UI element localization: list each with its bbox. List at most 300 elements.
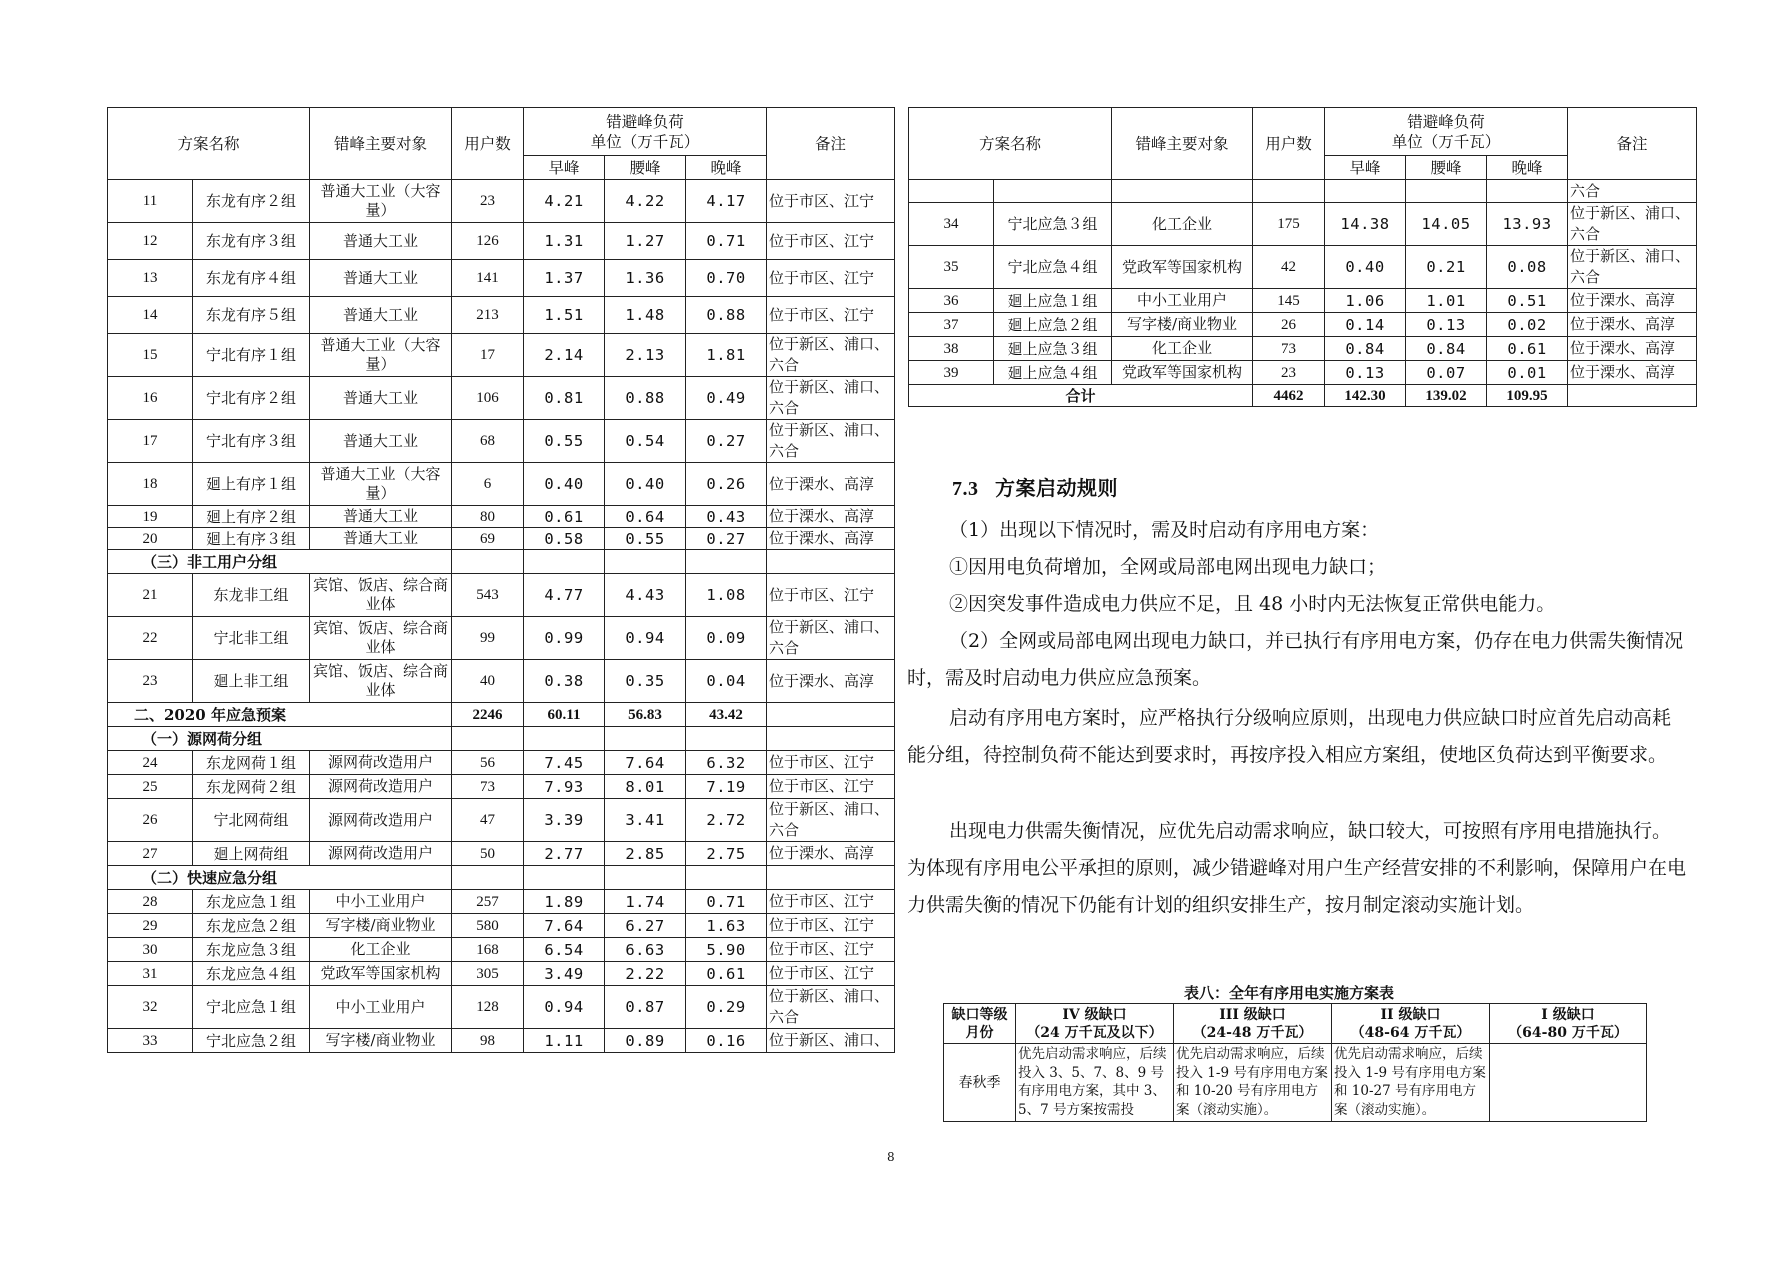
plan-name: 东龙应急３组 bbox=[193, 938, 310, 962]
user-count: 40 bbox=[452, 660, 524, 703]
morning-peak: 1.31 bbox=[524, 223, 605, 260]
morning-peak: 0.14 bbox=[1325, 313, 1406, 337]
evening-peak: 0.61 bbox=[686, 962, 767, 986]
table-row bbox=[108, 775, 895, 799]
plan-name: 廻上非工组 bbox=[193, 660, 310, 703]
waist-peak: 2.85 bbox=[605, 842, 686, 866]
evening-peak: 0.01 bbox=[1487, 361, 1568, 385]
waist-peak: 0.94 bbox=[605, 617, 686, 660]
target-object: 中小工业用户 bbox=[310, 986, 452, 1029]
morning-peak: 7.93 bbox=[524, 775, 605, 799]
user-count: 6 bbox=[452, 463, 524, 506]
remark: 位于市区、江宁 bbox=[767, 751, 895, 775]
plan-name: 东龙有序５组 bbox=[193, 297, 310, 334]
user-count: 23 bbox=[452, 180, 524, 223]
remark: 位于新区、浦口、六合 bbox=[1568, 246, 1697, 289]
waist-peak: 0.13 bbox=[1406, 313, 1487, 337]
morning-peak: 0.81 bbox=[524, 377, 605, 420]
header-load: 错避峰负荷 单位（万千瓦） bbox=[524, 108, 767, 156]
user-count: 305 bbox=[452, 962, 524, 986]
row-number: 20 bbox=[108, 528, 193, 550]
waist-peak: 0.64 bbox=[605, 506, 686, 528]
target-object: 中小工业用户 bbox=[310, 890, 452, 914]
target-object: 普通大工业 bbox=[310, 297, 452, 334]
target-object: 普通大工业 bbox=[310, 223, 452, 260]
remark: 位于新区、浦口、六合 bbox=[767, 799, 895, 842]
row-number: 29 bbox=[108, 914, 193, 938]
morning-peak: 6.54 bbox=[524, 938, 605, 962]
plan-name: 宁北应急１组 bbox=[193, 986, 310, 1029]
user-count: 17 bbox=[452, 334, 524, 377]
plan-name: 宁北网荷组 bbox=[193, 799, 310, 842]
left-rows-c bbox=[108, 751, 895, 866]
waist-peak: 0.84 bbox=[1406, 337, 1487, 361]
row-number: 31 bbox=[108, 962, 193, 986]
user-count: 145 bbox=[1253, 289, 1325, 313]
remark: 位于新区、浦口、六合 bbox=[767, 420, 895, 463]
paragraph: 启动有序用电方案时，应严格执行分级响应原则，出现电力供应缺口时应首先启动高耗能分组，待控制负荷不能达到要求时，再按序投入相应方案组，使地区负荷达到平衡要求。 bbox=[907, 707, 1672, 766]
header-evening: 晚峰 bbox=[1487, 156, 1568, 180]
user-count: 26 bbox=[1253, 313, 1325, 337]
row-number: 33 bbox=[108, 1029, 193, 1053]
row-number: 21 bbox=[108, 574, 193, 617]
table-row bbox=[108, 751, 895, 775]
row-number: 19 bbox=[108, 506, 193, 528]
row-number: 16 bbox=[108, 377, 193, 420]
row-number: 37 bbox=[909, 313, 994, 337]
user-count: 68 bbox=[452, 420, 524, 463]
table-row bbox=[108, 660, 895, 703]
evening-peak: 0.71 bbox=[686, 223, 767, 260]
header-plan-name: 方案名称 bbox=[108, 108, 310, 180]
waist-peak: 0.54 bbox=[605, 420, 686, 463]
evening-peak: 0.08 bbox=[1487, 246, 1568, 289]
section-title: 方案启动规则 bbox=[995, 478, 1118, 500]
plan-name: 东龙应急１组 bbox=[193, 890, 310, 914]
section-heading bbox=[952, 472, 1118, 501]
plan-name: 廻上有序３组 bbox=[193, 528, 310, 550]
remark: 位于市区、江宁 bbox=[767, 297, 895, 334]
group-heading: （二）快速应急分组 bbox=[108, 866, 452, 890]
table-row bbox=[909, 337, 1697, 361]
row-number: 32 bbox=[108, 986, 193, 1029]
user-count: 80 bbox=[452, 506, 524, 528]
morning-peak: 7.45 bbox=[524, 751, 605, 775]
target-object: 宾馆、饭店、综合商业体 bbox=[310, 660, 452, 703]
morning-peak: 4.77 bbox=[524, 574, 605, 617]
remark: 位于市区、江宁 bbox=[767, 775, 895, 799]
morning-peak: 2.77 bbox=[524, 842, 605, 866]
remark: 位于溧水、高淳 bbox=[767, 506, 895, 528]
evening-peak: 0.02 bbox=[1487, 313, 1568, 337]
row-number: 25 bbox=[108, 775, 193, 799]
plan-cell: 优先启动需求响应，后续投入 1-9 号有序用电方案和 10-27 号有序用电方案（滚动实施）。 bbox=[1332, 1044, 1490, 1122]
header-users: 用户数 bbox=[1253, 108, 1325, 180]
paragraph: ②因突发事件造成电力供应不足，且 48 小时内无法恢复正常供电能力。 bbox=[949, 593, 1556, 615]
group-heading: （三）非工用户分组 bbox=[108, 550, 452, 574]
evening-peak: 0.88 bbox=[686, 297, 767, 334]
morning-peak: 0.55 bbox=[524, 420, 605, 463]
waist-peak: 3.41 bbox=[605, 799, 686, 842]
evening-peak: 0.61 bbox=[1487, 337, 1568, 361]
evening-peak: 2.75 bbox=[686, 842, 767, 866]
target-object: 写字楼/商业物业 bbox=[310, 914, 452, 938]
remark: 位于溧水、高淳 bbox=[767, 463, 895, 506]
plan-name: 宁北有序１组 bbox=[193, 334, 310, 377]
target-object: 普通大工业 bbox=[310, 260, 452, 297]
waist-peak: 0.21 bbox=[1406, 246, 1487, 289]
target-object: 党政军等国家机构 bbox=[1112, 246, 1253, 289]
table-row bbox=[108, 799, 895, 842]
morning-peak: 0.38 bbox=[524, 660, 605, 703]
table-row bbox=[108, 377, 895, 420]
remark: 位于新区、浦口、六合 bbox=[767, 617, 895, 660]
emergency-total-evening: 43.42 bbox=[686, 703, 767, 727]
user-count: 99 bbox=[452, 617, 524, 660]
evening-peak: 4.17 bbox=[686, 180, 767, 223]
emergency-total-label: 二、2020 年应急预案 bbox=[108, 703, 452, 727]
table-row bbox=[108, 334, 895, 377]
target-object: 普通大工业（大容量） bbox=[310, 334, 452, 377]
plan-cell: 优先启动需求响应，后续投入 3、5、7、8、9 号有序用电方案，其中 3、5、7 号方案按需投 bbox=[1016, 1044, 1174, 1122]
table-row bbox=[108, 463, 895, 506]
row-number: 18 bbox=[108, 463, 193, 506]
left-rows-d bbox=[108, 890, 895, 1053]
row-number: 27 bbox=[108, 842, 193, 866]
waist-peak: 0.89 bbox=[605, 1029, 686, 1053]
row-number: 35 bbox=[909, 246, 994, 289]
evening-peak: 1.63 bbox=[686, 914, 767, 938]
remark: 位于新区、浦口、 bbox=[767, 1029, 895, 1053]
target-object: 源网荷改造用户 bbox=[310, 751, 452, 775]
row-number: 23 bbox=[108, 660, 193, 703]
target-object: 普通大工业（大容量） bbox=[310, 180, 452, 223]
remark: 位于市区、江宁 bbox=[767, 938, 895, 962]
paragraph: （2）全网或局部电网出现电力缺口，并已执行有序用电方案，仍存在电力供需失衡情况时，需及时启动电力供应应急预案。 bbox=[907, 630, 1684, 689]
waist-peak: 14.05 bbox=[1406, 203, 1487, 246]
user-count: 168 bbox=[452, 938, 524, 962]
morning-peak: 2.14 bbox=[524, 334, 605, 377]
plan-name: 东龙应急４组 bbox=[193, 962, 310, 986]
morning-peak: 0.61 bbox=[524, 506, 605, 528]
morning-peak: 1.37 bbox=[524, 260, 605, 297]
plan-name: 东龙网荷２组 bbox=[193, 775, 310, 799]
remark: 位于溧水、高淳 bbox=[1568, 313, 1697, 337]
plan-name: 宁北有序３组 bbox=[193, 420, 310, 463]
plan-name: 廻上应急１组 bbox=[994, 289, 1112, 313]
section-number: 7.3 bbox=[952, 478, 979, 500]
plan-name: 宁北应急４组 bbox=[994, 246, 1112, 289]
emergency-total-users: 2246 bbox=[452, 703, 524, 727]
waist-peak: 0.40 bbox=[605, 463, 686, 506]
row-number: 15 bbox=[108, 334, 193, 377]
table-row bbox=[909, 289, 1697, 313]
plan-name: 东龙网荷１组 bbox=[193, 751, 310, 775]
plan-name: 宁北应急２组 bbox=[193, 1029, 310, 1053]
header-plan-name: 方案名称 bbox=[909, 108, 1112, 180]
remark: 位于溧水、高淳 bbox=[1568, 337, 1697, 361]
target-object: 宾馆、饭店、综合商业体 bbox=[310, 574, 452, 617]
user-count: 106 bbox=[452, 377, 524, 420]
target-object: 化工企业 bbox=[1112, 337, 1253, 361]
target-object: 中小工业用户 bbox=[1112, 289, 1253, 313]
evening-peak: 0.51 bbox=[1487, 289, 1568, 313]
target-object: 源网荷改造用户 bbox=[310, 775, 452, 799]
plan-cell: 优先启动需求响应，后续投入 1-9 号有序用电方案和 10-20 号有序用电方案（滚动实施）。 bbox=[1174, 1044, 1332, 1122]
plan-name: 廻上应急４组 bbox=[994, 361, 1112, 385]
user-count: 126 bbox=[452, 223, 524, 260]
emergency-total-morning: 60.11 bbox=[524, 703, 605, 727]
table-row bbox=[909, 203, 1697, 246]
evening-peak: 2.72 bbox=[686, 799, 767, 842]
morning-peak: 0.84 bbox=[1325, 337, 1406, 361]
user-count: 23 bbox=[1253, 361, 1325, 385]
remark: 位于溧水、高淳 bbox=[767, 842, 895, 866]
plan-name: 廻上有序２组 bbox=[193, 506, 310, 528]
user-count: 47 bbox=[452, 799, 524, 842]
row-number: 30 bbox=[108, 938, 193, 962]
morning-peak: 0.40 bbox=[1325, 246, 1406, 289]
left-rows-b bbox=[108, 574, 895, 703]
row-number: 24 bbox=[108, 751, 193, 775]
evening-peak: 0.16 bbox=[686, 1029, 767, 1053]
evening-peak: 5.90 bbox=[686, 938, 767, 962]
evening-peak: 13.93 bbox=[1487, 203, 1568, 246]
plan-name: 东龙应急２组 bbox=[193, 914, 310, 938]
header-remark: 备注 bbox=[767, 108, 895, 180]
table-row bbox=[108, 962, 895, 986]
user-count: 73 bbox=[452, 775, 524, 799]
waist-peak: 0.87 bbox=[605, 986, 686, 1029]
evening-peak: 1.81 bbox=[686, 334, 767, 377]
plan-name: 东龙有序４组 bbox=[193, 260, 310, 297]
user-count: 73 bbox=[1253, 337, 1325, 361]
evening-peak: 0.09 bbox=[686, 617, 767, 660]
waist-peak: 6.27 bbox=[605, 914, 686, 938]
header-evening: 晚峰 bbox=[686, 156, 767, 180]
remark: 位于溧水、高淳 bbox=[767, 528, 895, 550]
morning-peak: 1.89 bbox=[524, 890, 605, 914]
row-number: 14 bbox=[108, 297, 193, 334]
morning-peak: 0.13 bbox=[1325, 361, 1406, 385]
remark: 位于新区、浦口、六合 bbox=[767, 377, 895, 420]
user-count: 175 bbox=[1253, 203, 1325, 246]
remark: 位于市区、江宁 bbox=[767, 260, 895, 297]
target-object: 源网荷改造用户 bbox=[310, 842, 452, 866]
row-number: 38 bbox=[909, 337, 994, 361]
evening-peak: 0.27 bbox=[686, 420, 767, 463]
plan-name: 廻上应急３组 bbox=[994, 337, 1112, 361]
waist-peak: 2.13 bbox=[605, 334, 686, 377]
header-load: 错避峰负荷 单位（万千瓦） bbox=[1325, 108, 1568, 156]
evening-peak: 6.32 bbox=[686, 751, 767, 775]
target-object: 宾馆、饭店、综合商业体 bbox=[310, 617, 452, 660]
table-row bbox=[108, 890, 895, 914]
row-number: 11 bbox=[108, 180, 193, 223]
emergency-total-waist: 56.83 bbox=[605, 703, 686, 727]
plan-name: 廻上应急２组 bbox=[994, 313, 1112, 337]
morning-peak: 0.94 bbox=[524, 986, 605, 1029]
waist-peak: 6.63 bbox=[605, 938, 686, 962]
user-count: 213 bbox=[452, 297, 524, 334]
target-object: 党政军等国家机构 bbox=[1112, 361, 1253, 385]
user-count: 42 bbox=[1253, 246, 1325, 289]
table-row bbox=[108, 180, 895, 223]
remark: 位于溧水、高淳 bbox=[1568, 289, 1697, 313]
header-waist: 腰峰 bbox=[1406, 156, 1487, 180]
target-object: 化工企业 bbox=[310, 938, 452, 962]
waist-peak: 1.01 bbox=[1406, 289, 1487, 313]
header-target: 错峰主要对象 bbox=[1112, 108, 1253, 180]
waist-peak: 7.64 bbox=[605, 751, 686, 775]
target-object: 写字楼/商业物业 bbox=[1112, 313, 1253, 337]
load-shedding-table-left bbox=[107, 107, 895, 1053]
row-number: 36 bbox=[909, 289, 994, 313]
target-object: 写字楼/商业物业 bbox=[310, 1029, 452, 1053]
table-row bbox=[108, 617, 895, 660]
target-object: 党政军等国家机构 bbox=[310, 962, 452, 986]
morning-peak: 14.38 bbox=[1325, 203, 1406, 246]
user-count: 128 bbox=[452, 986, 524, 1029]
table-row bbox=[108, 914, 895, 938]
waist-peak: 1.36 bbox=[605, 260, 686, 297]
waist-peak: 1.48 bbox=[605, 297, 686, 334]
morning-peak: 3.39 bbox=[524, 799, 605, 842]
row-number: 12 bbox=[108, 223, 193, 260]
plan-name: 东龙有序２组 bbox=[193, 180, 310, 223]
evening-peak: 0.04 bbox=[686, 660, 767, 703]
waist-peak: 1.74 bbox=[605, 890, 686, 914]
waist-peak: 8.01 bbox=[605, 775, 686, 799]
waist-peak: 4.43 bbox=[605, 574, 686, 617]
morning-peak: 1.51 bbox=[524, 297, 605, 334]
table-row bbox=[108, 842, 895, 866]
morning-peak: 4.21 bbox=[524, 180, 605, 223]
target-object: 普通大工业 bbox=[310, 377, 452, 420]
morning-peak: 0.40 bbox=[524, 463, 605, 506]
remark: 位于市区、江宁 bbox=[767, 574, 895, 617]
table-row bbox=[108, 574, 895, 617]
remark: 位于市区、江宁 bbox=[767, 962, 895, 986]
user-count: 50 bbox=[452, 842, 524, 866]
evening-peak: 7.19 bbox=[686, 775, 767, 799]
table-row bbox=[108, 223, 895, 260]
row-number: 28 bbox=[108, 890, 193, 914]
plan-name: 东龙非工组 bbox=[193, 574, 310, 617]
evening-peak: 0.49 bbox=[686, 377, 767, 420]
table-row bbox=[909, 246, 1697, 289]
level-header: II 级缺口 （48-64 万千瓦） bbox=[1332, 1004, 1490, 1044]
paragraph: 出现电力供需失衡情况，应优先启动需求响应，缺口较大，可按照有序用电措施执行。为体现有序用电公平承担的原则，减少错避峰对用户生产经营安排的不利影响，保障用户在电力供需失衡的情况下仍能有计划的组织安排生产，按月制定滚动实施计划。 bbox=[907, 820, 1687, 916]
grand-total-waist: 139.02 bbox=[1406, 385, 1487, 407]
evening-peak: 0.26 bbox=[686, 463, 767, 506]
evening-peak: 0.27 bbox=[686, 528, 767, 550]
morning-peak: 1.11 bbox=[524, 1029, 605, 1053]
level-header: III 级缺口 （24-48 万千瓦） bbox=[1174, 1004, 1332, 1044]
morning-peak: 0.99 bbox=[524, 617, 605, 660]
user-count: 257 bbox=[452, 890, 524, 914]
user-count: 141 bbox=[452, 260, 524, 297]
season-label: 春秋季 bbox=[944, 1044, 1016, 1122]
remark: 位于市区、江宁 bbox=[767, 223, 895, 260]
table-row bbox=[909, 313, 1697, 337]
header-remark: 备注 bbox=[1568, 108, 1697, 180]
target-object: 普通大工业 bbox=[310, 528, 452, 550]
table-row bbox=[108, 506, 895, 528]
left-rows-a bbox=[108, 180, 895, 550]
group-heading: （一）源网荷分组 bbox=[108, 727, 452, 751]
table-row bbox=[108, 938, 895, 962]
annual-plan-table bbox=[943, 1003, 1647, 1122]
row-number: 13 bbox=[108, 260, 193, 297]
plan-cell bbox=[1490, 1044, 1647, 1122]
waist-peak: 1.27 bbox=[605, 223, 686, 260]
morning-peak: 1.06 bbox=[1325, 289, 1406, 313]
table-row bbox=[909, 361, 1697, 385]
header-morning: 早峰 bbox=[1325, 156, 1406, 180]
paragraph: ①因用电负荷增加，全网或局部电网出现电力缺口； bbox=[949, 556, 1387, 578]
remark: 位于新区、浦口、六合 bbox=[767, 334, 895, 377]
table-row bbox=[108, 528, 895, 550]
waist-peak: 0.88 bbox=[605, 377, 686, 420]
corner-header: 缺口等级 月份 bbox=[944, 1004, 1016, 1044]
table-row bbox=[108, 260, 895, 297]
row-number: 34 bbox=[909, 203, 994, 246]
remark: 位于市区、江宁 bbox=[767, 914, 895, 938]
user-count: 56 bbox=[452, 751, 524, 775]
grand-total-evening: 109.95 bbox=[1487, 385, 1568, 407]
row-number: 22 bbox=[108, 617, 193, 660]
waist-peak: 0.07 bbox=[1406, 361, 1487, 385]
plan-name: 宁北非工组 bbox=[193, 617, 310, 660]
target-object: 普通大工业（大容量） bbox=[310, 463, 452, 506]
target-object: 普通大工业 bbox=[310, 506, 452, 528]
target-object: 普通大工业 bbox=[310, 420, 452, 463]
remark: 位于新区、浦口、六合 bbox=[1568, 203, 1697, 246]
user-count: 543 bbox=[452, 574, 524, 617]
waist-peak: 2.22 bbox=[605, 962, 686, 986]
evening-peak: 0.71 bbox=[686, 890, 767, 914]
table-row bbox=[108, 420, 895, 463]
user-count: 69 bbox=[452, 528, 524, 550]
user-count: 98 bbox=[452, 1029, 524, 1053]
table-row bbox=[108, 986, 895, 1029]
waist-peak: 4.22 bbox=[605, 180, 686, 223]
target-object: 化工企业 bbox=[1112, 203, 1253, 246]
header-waist: 腰峰 bbox=[605, 156, 686, 180]
level-header: IV 级缺口 （24 万千瓦及以下） bbox=[1016, 1004, 1174, 1044]
grand-total-label: 合计 bbox=[909, 385, 1253, 407]
evening-peak: 0.29 bbox=[686, 986, 767, 1029]
evening-peak: 0.70 bbox=[686, 260, 767, 297]
right-rows bbox=[909, 203, 1697, 385]
header-target: 错峰主要对象 bbox=[310, 108, 452, 180]
plan-name: 宁北有序２组 bbox=[193, 377, 310, 420]
row-number: 39 bbox=[909, 361, 994, 385]
waist-peak: 0.35 bbox=[605, 660, 686, 703]
morning-peak: 3.49 bbox=[524, 962, 605, 986]
table-row bbox=[108, 1029, 895, 1053]
plan-name: 廻上有序１组 bbox=[193, 463, 310, 506]
remark: 位于溧水、高淳 bbox=[1568, 361, 1697, 385]
plan-name: 东龙有序３组 bbox=[193, 223, 310, 260]
page-number: 8 bbox=[887, 1150, 895, 1164]
row-number: 17 bbox=[108, 420, 193, 463]
plan-name: 宁北应急３组 bbox=[994, 203, 1112, 246]
paragraph: （1）出现以下情况时，需及时启动有序用电方案： bbox=[949, 519, 1380, 541]
table8-caption: 表八：全年有序用电实施方案表 bbox=[1184, 984, 1395, 1002]
plan-name: 廻上网荷组 bbox=[193, 842, 310, 866]
